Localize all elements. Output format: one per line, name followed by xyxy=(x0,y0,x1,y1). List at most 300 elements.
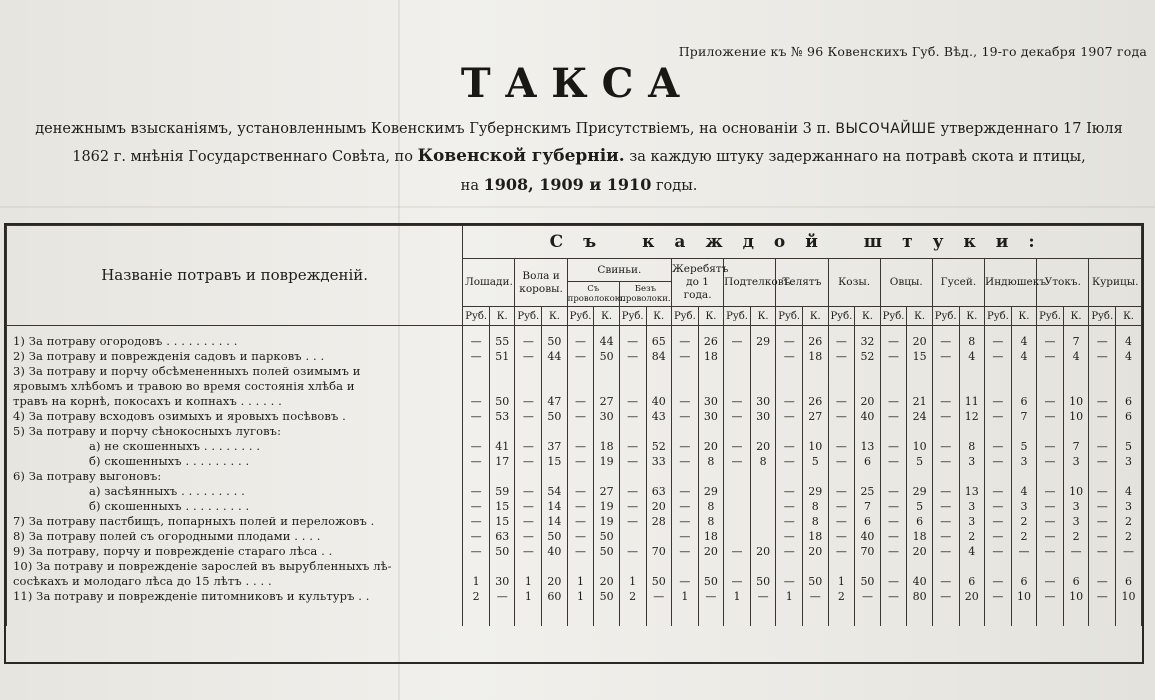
value-kop: 4 xyxy=(1116,326,1142,350)
value-rub: — xyxy=(672,454,699,469)
value-kop: 15 xyxy=(490,514,515,529)
value-kop: 18 xyxy=(803,349,828,364)
value-kop: 18 xyxy=(803,529,828,544)
value-rub xyxy=(724,349,751,364)
value-kop: 28 xyxy=(646,514,671,529)
value-rub xyxy=(463,469,490,484)
value-rub: — xyxy=(776,349,803,364)
value-rub: — xyxy=(567,454,594,469)
value-kop: 50 xyxy=(750,574,775,589)
value-kop xyxy=(1063,424,1088,439)
value-kop xyxy=(1063,469,1088,484)
filler-cell xyxy=(490,604,515,626)
value-rub xyxy=(828,424,855,439)
value-kop xyxy=(1116,559,1142,574)
value-kop: 20 xyxy=(803,544,828,559)
value-rub xyxy=(724,424,751,439)
value-rub: — xyxy=(724,544,751,559)
filler-cell xyxy=(7,604,463,626)
value-rub: — xyxy=(932,454,959,469)
value-rub: — xyxy=(672,409,699,424)
row-name: яровымъ хлѣбомъ и травою во время состоянія хлѣба и xyxy=(7,379,463,394)
value-kop xyxy=(1011,469,1036,484)
value-kop xyxy=(907,559,932,574)
value-rub: — xyxy=(515,529,542,544)
value-kop xyxy=(646,379,671,394)
unit-kop: К. xyxy=(490,307,515,326)
animal-header: Козы. xyxy=(828,259,880,307)
value-rub: 2 xyxy=(828,589,855,604)
value-kop xyxy=(959,559,984,574)
value-kop xyxy=(698,364,723,379)
value-kop xyxy=(594,469,619,484)
value-rub xyxy=(985,424,1012,439)
value-kop: — xyxy=(1011,544,1036,559)
value-rub: — xyxy=(724,394,751,409)
value-kop xyxy=(855,424,880,439)
value-kop: 24 xyxy=(907,409,932,424)
value-rub: — xyxy=(1037,514,1064,529)
value-rub: — xyxy=(463,439,490,454)
value-rub: — xyxy=(619,544,646,559)
value-rub: — xyxy=(672,529,699,544)
value-kop xyxy=(750,349,775,364)
value-kop: 20 xyxy=(698,439,723,454)
value-rub xyxy=(619,379,646,394)
row-name: 2) За потраву и поврежденія садовъ и парковъ . . . xyxy=(7,349,463,364)
value-kop xyxy=(594,364,619,379)
unit-rub: Руб. xyxy=(932,307,959,326)
row-name: б) скошенныхъ . . . . . . . . . xyxy=(7,454,463,469)
value-kop xyxy=(750,514,775,529)
value-rub: — xyxy=(1037,544,1064,559)
value-rub: — xyxy=(1089,514,1116,529)
value-kop: 3 xyxy=(1063,514,1088,529)
animal-header: Свиньи. xyxy=(567,259,671,282)
value-kop xyxy=(698,469,723,484)
value-rub: — xyxy=(828,454,855,469)
value-kop xyxy=(750,484,775,499)
value-rub xyxy=(776,364,803,379)
value-rub xyxy=(724,559,751,574)
filler-cell xyxy=(880,604,907,626)
value-kop xyxy=(1063,379,1088,394)
value-rub: — xyxy=(1037,589,1064,604)
value-rub: — xyxy=(1089,349,1116,364)
value-kop: 70 xyxy=(646,544,671,559)
value-kop xyxy=(855,559,880,574)
value-kop xyxy=(907,364,932,379)
value-kop: — xyxy=(855,589,880,604)
value-rub: — xyxy=(463,484,490,499)
value-kop xyxy=(803,559,828,574)
value-rub: — xyxy=(463,349,490,364)
value-rub: — xyxy=(985,589,1012,604)
unit-kop: К. xyxy=(855,307,880,326)
value-rub xyxy=(1037,469,1064,484)
value-kop: 2 xyxy=(1116,529,1142,544)
animal-header: Утокъ. xyxy=(1037,259,1089,307)
value-rub: — xyxy=(985,439,1012,454)
value-kop: 7 xyxy=(855,499,880,514)
value-kop: 25 xyxy=(855,484,880,499)
value-kop: 8 xyxy=(803,514,828,529)
value-kop: 8 xyxy=(959,439,984,454)
value-rub: — xyxy=(828,544,855,559)
value-rub: — xyxy=(463,409,490,424)
value-rub: 1 xyxy=(463,574,490,589)
filler-cell xyxy=(463,604,490,626)
value-rub: — xyxy=(828,484,855,499)
filler-cell xyxy=(542,604,567,626)
value-kop xyxy=(750,364,775,379)
value-rub: — xyxy=(828,409,855,424)
value-kop: 37 xyxy=(542,439,567,454)
value-kop: 29 xyxy=(698,484,723,499)
unit-kop: К. xyxy=(594,307,619,326)
value-kop xyxy=(646,424,671,439)
value-rub xyxy=(619,424,646,439)
value-kop: 20 xyxy=(542,574,567,589)
filler-cell xyxy=(932,604,959,626)
value-rub xyxy=(932,379,959,394)
value-rub xyxy=(672,364,699,379)
value-kop xyxy=(750,424,775,439)
value-kop: 18 xyxy=(594,439,619,454)
value-rub xyxy=(932,424,959,439)
value-kop: 26 xyxy=(803,326,828,350)
value-rub: — xyxy=(828,349,855,364)
value-kop xyxy=(803,424,828,439)
value-rub xyxy=(672,469,699,484)
value-kop xyxy=(594,379,619,394)
value-kop xyxy=(1011,364,1036,379)
table-row xyxy=(7,514,1142,529)
value-kop xyxy=(490,364,515,379)
value-rub: — xyxy=(985,529,1012,544)
unit-rub: Руб. xyxy=(828,307,855,326)
value-kop: — xyxy=(646,589,671,604)
value-rub: — xyxy=(1037,574,1064,589)
subtitle-text: на xyxy=(460,178,479,194)
value-kop: 2 xyxy=(1063,529,1088,544)
value-rub: — xyxy=(880,394,907,409)
value-rub: 1 xyxy=(619,574,646,589)
value-kop: 6 xyxy=(1011,574,1036,589)
value-rub: — xyxy=(985,394,1012,409)
value-rub: — xyxy=(932,349,959,364)
value-rub: — xyxy=(724,574,751,589)
value-rub: — xyxy=(567,499,594,514)
row-name: 5) За потраву и порчу сѣнокосныхъ луговъ: xyxy=(7,424,463,439)
value-kop xyxy=(542,364,567,379)
value-kop: 30 xyxy=(750,394,775,409)
value-kop: 10 xyxy=(1116,589,1142,604)
filler-cell xyxy=(1011,604,1036,626)
table-row-filler xyxy=(7,604,1142,626)
value-rub: — xyxy=(515,514,542,529)
value-kop: 55 xyxy=(490,326,515,350)
row-name: 9) За потраву, порчу и поврежденіе стараго лѣса . . xyxy=(7,544,463,559)
value-rub xyxy=(985,559,1012,574)
tariff-table-frame xyxy=(4,223,1144,664)
value-kop: 4 xyxy=(1011,349,1036,364)
value-kop xyxy=(803,364,828,379)
value-kop xyxy=(959,364,984,379)
value-rub xyxy=(880,424,907,439)
value-kop: 44 xyxy=(542,349,567,364)
value-rub: — xyxy=(932,544,959,559)
value-kop: 15 xyxy=(907,349,932,364)
value-kop: 70 xyxy=(855,544,880,559)
value-kop: 50 xyxy=(490,394,515,409)
value-kop: 50 xyxy=(594,589,619,604)
value-rub: — xyxy=(1037,394,1064,409)
unit-kop: К. xyxy=(698,307,723,326)
value-rub xyxy=(619,529,646,544)
value-rub: — xyxy=(776,409,803,424)
value-kop: 50 xyxy=(542,529,567,544)
value-rub: — xyxy=(1089,574,1116,589)
subtitle-line-3 xyxy=(14,171,1144,200)
value-rub xyxy=(776,559,803,574)
value-kop: 26 xyxy=(803,394,828,409)
value-rub: — xyxy=(619,349,646,364)
value-rub: — xyxy=(932,439,959,454)
value-kop: 7 xyxy=(1063,439,1088,454)
value-kop: 3 xyxy=(959,499,984,514)
value-rub: — xyxy=(880,439,907,454)
value-kop: 29 xyxy=(750,326,775,350)
value-rub xyxy=(828,379,855,394)
row-name: 8) За потраву полей съ огородными плодами . . . . xyxy=(7,529,463,544)
value-rub: — xyxy=(1037,326,1064,350)
value-rub xyxy=(463,559,490,574)
value-kop: 19 xyxy=(594,499,619,514)
value-rub: — xyxy=(463,454,490,469)
value-kop: 10 xyxy=(803,439,828,454)
value-rub xyxy=(724,469,751,484)
value-rub xyxy=(463,424,490,439)
value-rub xyxy=(619,469,646,484)
value-kop xyxy=(1116,469,1142,484)
value-rub: — xyxy=(672,574,699,589)
value-kop: 27 xyxy=(594,394,619,409)
value-rub: — xyxy=(567,439,594,454)
unit-rub: Руб. xyxy=(880,307,907,326)
value-rub xyxy=(724,379,751,394)
value-rub xyxy=(567,559,594,574)
value-rub: — xyxy=(463,499,490,514)
value-kop: 40 xyxy=(855,529,880,544)
value-kop: 20 xyxy=(646,499,671,514)
value-kop: 4 xyxy=(1116,484,1142,499)
table-header xyxy=(7,226,1142,326)
value-rub: — xyxy=(828,499,855,514)
value-kop: 5 xyxy=(1116,439,1142,454)
value-rub: — xyxy=(567,409,594,424)
value-rub: — xyxy=(880,499,907,514)
value-rub: — xyxy=(1089,529,1116,544)
unit-kop: К. xyxy=(1011,307,1036,326)
filler-cell xyxy=(985,604,1012,626)
value-rub xyxy=(1037,424,1064,439)
value-kop xyxy=(1116,364,1142,379)
value-kop xyxy=(750,379,775,394)
value-rub: — xyxy=(1089,544,1116,559)
value-rub: — xyxy=(567,326,594,350)
value-rub xyxy=(619,364,646,379)
unit-rub: Руб. xyxy=(724,307,751,326)
value-rub xyxy=(724,499,751,514)
value-kop: 6 xyxy=(907,514,932,529)
value-rub: — xyxy=(776,529,803,544)
value-kop: 10 xyxy=(1063,394,1088,409)
value-kop xyxy=(646,469,671,484)
value-kop: 19 xyxy=(594,514,619,529)
value-kop: 84 xyxy=(646,349,671,364)
value-rub: — xyxy=(880,454,907,469)
value-rub: — xyxy=(880,326,907,350)
value-kop xyxy=(959,424,984,439)
value-kop: 11 xyxy=(959,394,984,409)
value-kop: 20 xyxy=(750,439,775,454)
value-kop xyxy=(959,469,984,484)
table-row xyxy=(7,349,1142,364)
unit-rub: Руб. xyxy=(1089,307,1116,326)
value-kop: 65 xyxy=(646,326,671,350)
value-kop: 17 xyxy=(490,454,515,469)
unit-rub: Руб. xyxy=(619,307,646,326)
value-kop: 54 xyxy=(542,484,567,499)
value-kop: 40 xyxy=(646,394,671,409)
table-row xyxy=(7,574,1142,589)
value-kop: 29 xyxy=(907,484,932,499)
value-kop: 15 xyxy=(490,499,515,514)
value-kop xyxy=(542,469,567,484)
filler-cell xyxy=(1063,604,1088,626)
value-rub xyxy=(724,364,751,379)
value-rub xyxy=(828,364,855,379)
value-kop: 21 xyxy=(907,394,932,409)
value-rub: — xyxy=(932,574,959,589)
value-rub xyxy=(619,559,646,574)
unit-rub: Руб. xyxy=(463,307,490,326)
value-kop xyxy=(750,499,775,514)
unit-kop: К. xyxy=(646,307,671,326)
value-kop xyxy=(490,379,515,394)
value-rub: — xyxy=(619,326,646,350)
value-rub: — xyxy=(724,439,751,454)
value-kop: 8 xyxy=(698,514,723,529)
value-rub: — xyxy=(1089,484,1116,499)
value-kop: 51 xyxy=(490,349,515,364)
value-kop: 20 xyxy=(907,326,932,350)
value-kop: 30 xyxy=(698,409,723,424)
value-rub: — xyxy=(932,514,959,529)
unit-rub: Руб. xyxy=(567,307,594,326)
value-kop: 59 xyxy=(490,484,515,499)
unit-kop: К. xyxy=(542,307,567,326)
table-row xyxy=(7,469,1142,484)
value-rub xyxy=(567,469,594,484)
value-kop xyxy=(803,379,828,394)
filler-cell xyxy=(907,604,932,626)
value-kop: 27 xyxy=(594,484,619,499)
unit-kop: К. xyxy=(907,307,932,326)
value-rub: — xyxy=(776,544,803,559)
value-kop: 5 xyxy=(907,499,932,514)
value-kop: 20 xyxy=(750,544,775,559)
table-row xyxy=(7,544,1142,559)
value-kop xyxy=(959,379,984,394)
tariff-table xyxy=(6,225,1142,626)
value-rub xyxy=(932,559,959,574)
value-rub: — xyxy=(619,439,646,454)
value-kop: 13 xyxy=(855,439,880,454)
filler-cell xyxy=(567,604,594,626)
value-kop: 7 xyxy=(1011,409,1036,424)
value-rub: 2 xyxy=(463,589,490,604)
value-rub: — xyxy=(1037,349,1064,364)
value-rub: — xyxy=(828,326,855,350)
subtitle xyxy=(14,116,1144,200)
value-kop: 32 xyxy=(855,326,880,350)
value-kop xyxy=(750,529,775,544)
value-rub xyxy=(985,469,1012,484)
value-kop: 10 xyxy=(1063,484,1088,499)
swine-subheader: Безъ проволоки. xyxy=(619,282,671,307)
value-kop: 3 xyxy=(959,454,984,469)
value-kop xyxy=(646,364,671,379)
value-kop: 6 xyxy=(1116,409,1142,424)
value-kop: 30 xyxy=(594,409,619,424)
table-row xyxy=(7,409,1142,424)
filler-cell xyxy=(750,604,775,626)
value-kop xyxy=(907,469,932,484)
value-kop: — xyxy=(1063,544,1088,559)
value-kop xyxy=(1011,379,1036,394)
filler-cell xyxy=(855,604,880,626)
value-rub: — xyxy=(776,326,803,350)
value-rub: — xyxy=(567,514,594,529)
value-rub: — xyxy=(985,544,1012,559)
subtitle-text: утвержденнаго 17 Іюля xyxy=(940,121,1123,137)
value-rub: — xyxy=(724,454,751,469)
value-rub xyxy=(567,364,594,379)
value-rub xyxy=(776,379,803,394)
value-rub: — xyxy=(567,484,594,499)
filler-cell xyxy=(959,604,984,626)
value-rub: — xyxy=(672,514,699,529)
subtitle-text: денежнымъ взысканіямъ, установленнымъ Ковенскимъ Губернскимъ Присутствіемъ, на основаніи 3 п. xyxy=(35,121,831,137)
value-rub xyxy=(1037,559,1064,574)
value-kop: 15 xyxy=(542,454,567,469)
value-rub: — xyxy=(985,499,1012,514)
value-kop: 47 xyxy=(542,394,567,409)
table-row xyxy=(7,379,1142,394)
value-rub: — xyxy=(776,574,803,589)
value-rub xyxy=(672,559,699,574)
value-kop xyxy=(698,559,723,574)
filler-cell xyxy=(1037,604,1064,626)
value-kop: 30 xyxy=(490,574,515,589)
value-kop xyxy=(542,379,567,394)
value-kop xyxy=(855,469,880,484)
value-kop xyxy=(490,424,515,439)
value-rub: — xyxy=(776,439,803,454)
value-kop: 2 xyxy=(1011,529,1036,544)
